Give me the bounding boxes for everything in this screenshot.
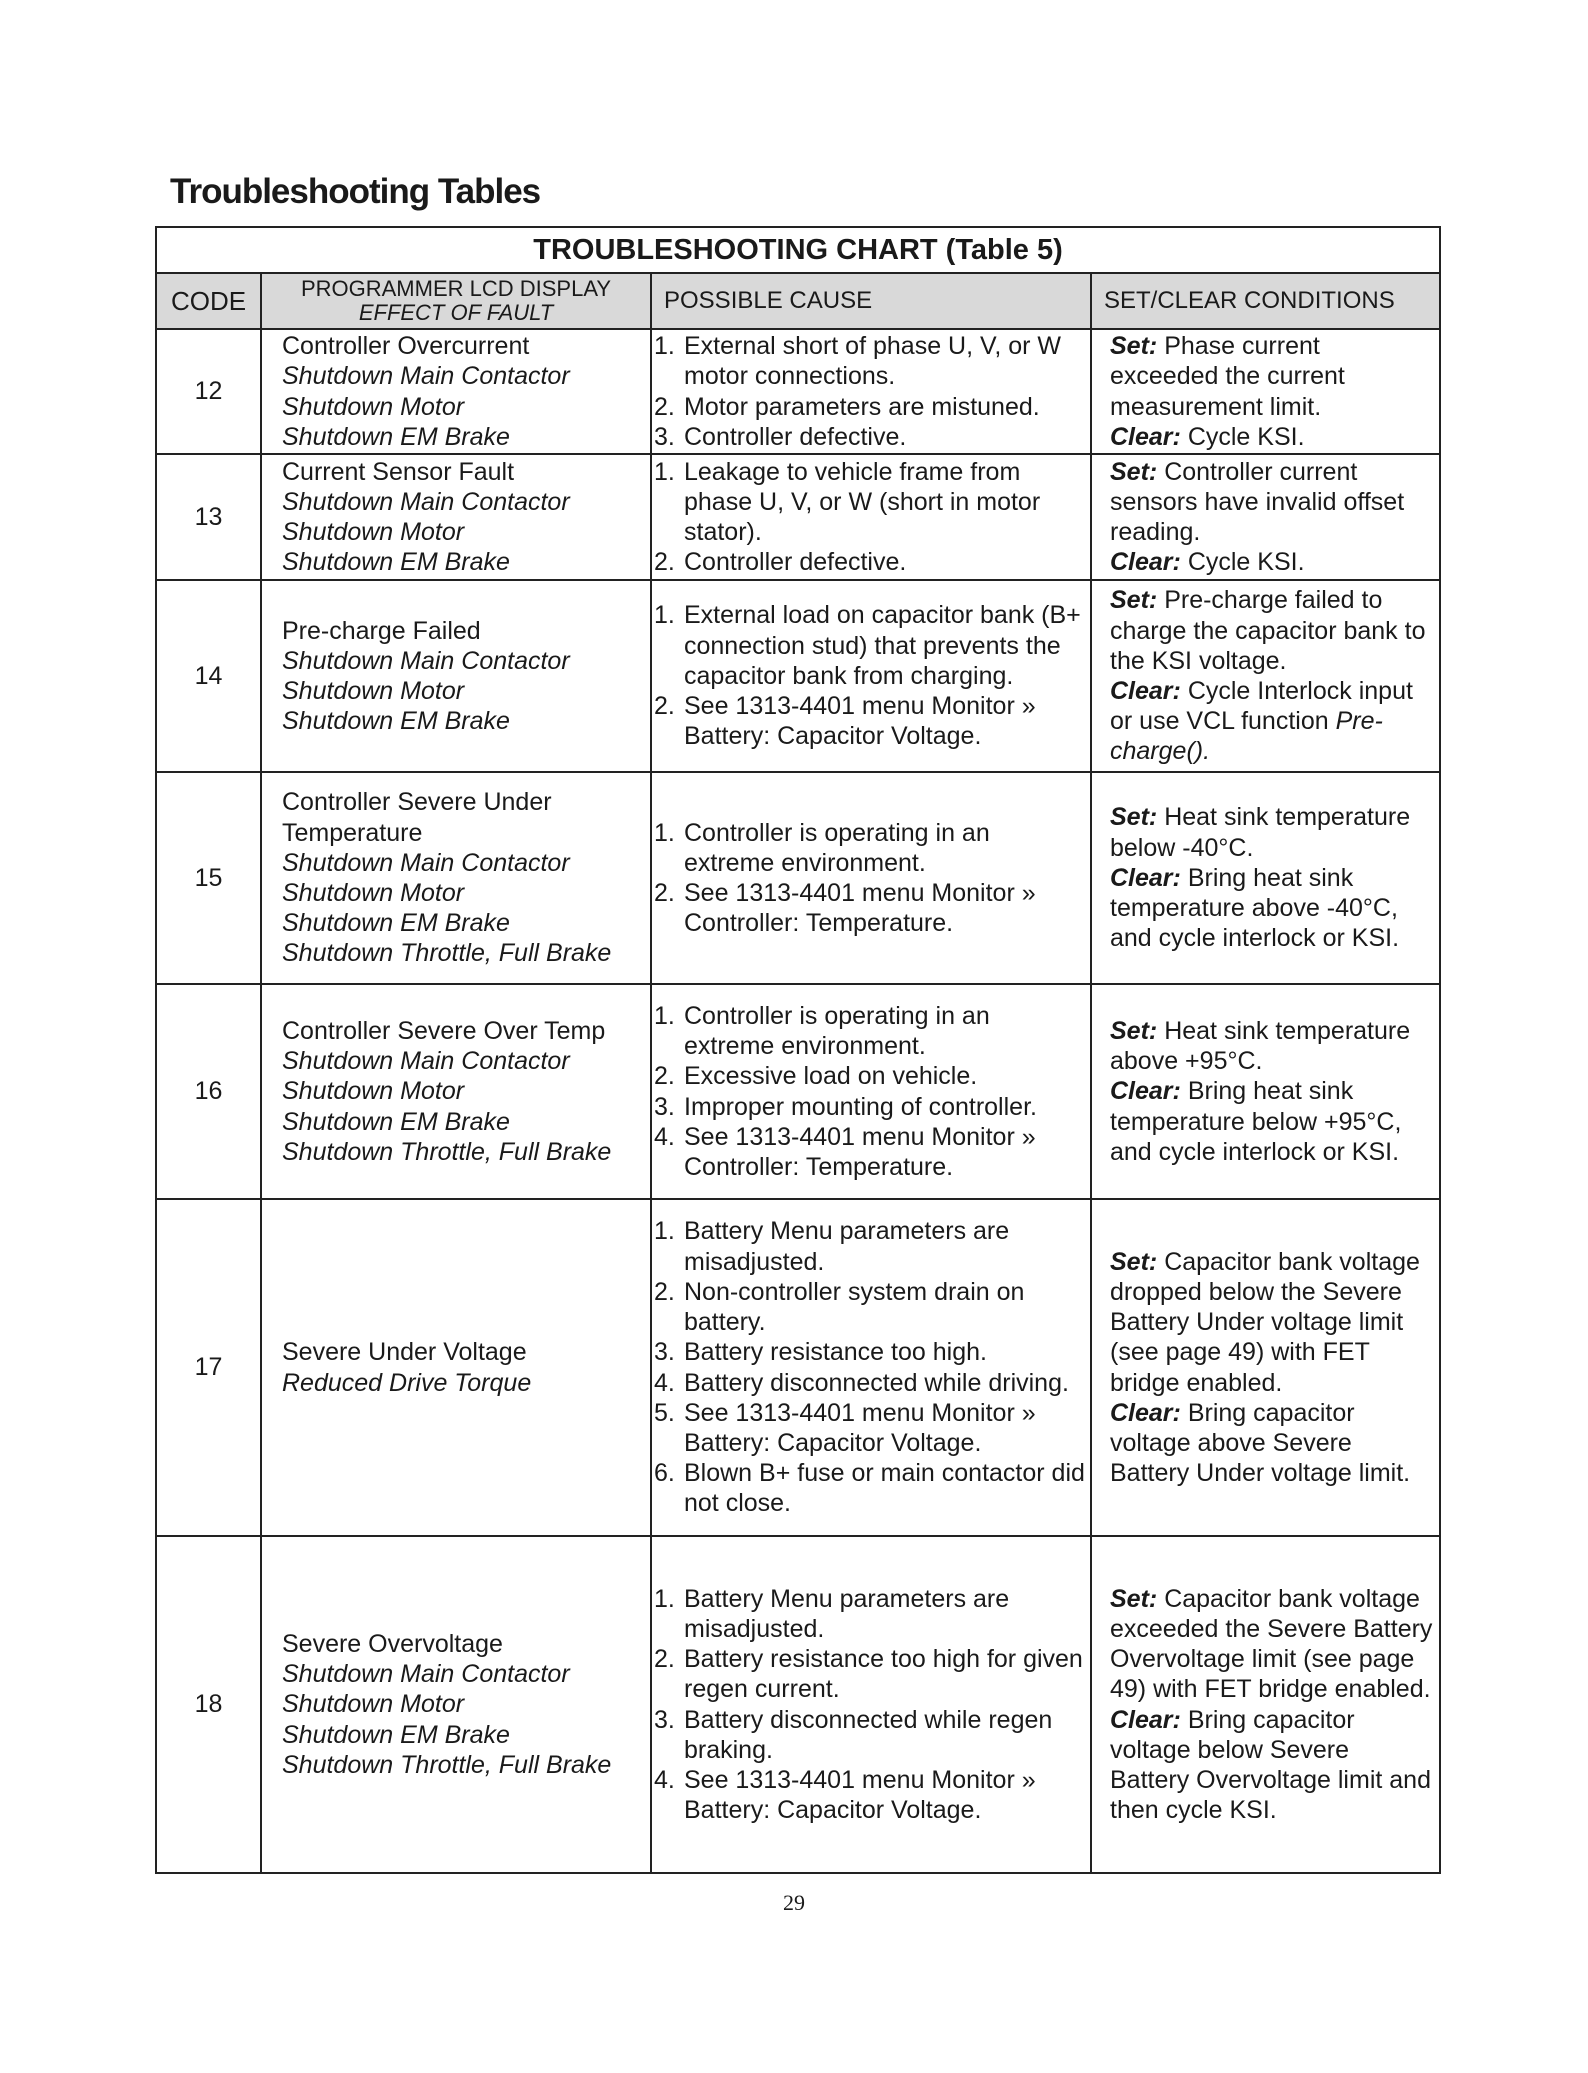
possible-cause-cell — [652, 330, 1092, 453]
cause-number: 2. — [654, 1277, 675, 1306]
possible-cause-cell — [652, 773, 1092, 983]
lcd-display-cell — [262, 330, 652, 453]
clear-text: Cycle KSI. — [1187, 548, 1305, 577]
fault-effect: Shutdown Throttle, Full Brake — [282, 1750, 612, 1779]
cause-text: See 1313-4401 menu Monitor » Battery: Capacitor Voltage. — [684, 692, 1036, 751]
clear-text: Cycle KSI. — [1187, 422, 1305, 451]
set-text: Heat sink temperature above +95°C. — [1110, 1016, 1411, 1076]
cause-text: See 1313-4401 menu Monitor » Battery: Capacitor Voltage. — [684, 1398, 1036, 1457]
table-caption: TROUBLESHOOTING CHART (Table 5) — [157, 228, 1439, 274]
possible-cause-cell — [652, 455, 1092, 579]
header-cause: POSSIBLE CAUSE — [652, 274, 1092, 328]
cause-number: 5. — [654, 1398, 675, 1427]
cause-item — [654, 422, 1086, 452]
cause-text: Excessive load on vehicle. — [684, 1062, 978, 1091]
cause-text: See 1313-4401 menu Monitor » Battery: Capacitor Voltage. — [684, 1765, 1036, 1825]
table-row — [157, 1537, 1439, 1872]
fault-effect: Shutdown Motor — [282, 879, 465, 907]
clear-condition — [1110, 1398, 1435, 1489]
header-display — [262, 274, 652, 328]
cause-text: Battery resistance too high for given regen current. — [684, 1645, 1083, 1704]
clear-text: Bring heat sink temperature above -40°C, and cycle interlock or KSI. — [1110, 863, 1400, 953]
fault-effect: Shutdown EM Brake — [282, 548, 510, 577]
cause-number: 6. — [654, 1459, 675, 1488]
cause-text: See 1313-4401 menu Monitor » Controller: Temperature. — [684, 1122, 1036, 1181]
set-clear-cell — [1092, 330, 1439, 453]
cause-number: 1. — [654, 1001, 675, 1030]
lcd-display-label: Controller Severe Over Temp — [282, 1016, 606, 1045]
clear-condition — [1110, 863, 1435, 954]
table-row — [157, 985, 1439, 1200]
cause-item — [654, 457, 1086, 548]
lcd-display-label: Severe Overvoltage — [282, 1629, 503, 1658]
cause-number: 3. — [654, 422, 675, 451]
possible-cause-cell — [652, 1537, 1092, 1872]
cause-number: 2. — [654, 879, 675, 907]
fault-effect: Reduced Drive Torque — [282, 1368, 532, 1397]
fault-code: 13 — [157, 455, 262, 579]
fault-code: 14 — [157, 581, 262, 771]
cause-text: Controller is operating in an extreme environment. — [684, 1001, 990, 1061]
lcd-display-label: Current Sensor Fault — [282, 457, 515, 486]
set-clear-cell — [1092, 1537, 1439, 1872]
cause-number: 2. — [654, 392, 675, 421]
cause-item — [654, 1061, 1086, 1091]
set-condition — [1110, 331, 1435, 422]
fault-effect: Shutdown EM Brake — [282, 1107, 510, 1136]
set-label: Set: — [1110, 586, 1158, 615]
clear-text: Bring capacitor voltage below Severe Battery Overvoltage limit and then cycle KSI. — [1110, 1705, 1431, 1825]
cause-number: 1. — [654, 1217, 675, 1246]
lcd-display-text — [282, 616, 650, 646]
section-title: Troubleshooting Tables — [170, 172, 541, 211]
set-label: Set: — [1110, 1016, 1158, 1045]
fault-code: 18 — [157, 1537, 262, 1872]
possible-cause-cell — [652, 985, 1092, 1198]
troubleshooting-table — [155, 226, 1441, 1874]
fault-effect: Shutdown EM Brake — [282, 1720, 510, 1749]
cause-item — [654, 1216, 1086, 1276]
fault-effect: Shutdown EM Brake — [282, 909, 510, 938]
set-label: Set: — [1110, 803, 1158, 832]
fault-code: 15 — [157, 773, 262, 983]
cause-text: See 1313-4401 menu Monitor » Controller: Temperature. — [684, 879, 1036, 938]
cause-number: 4. — [654, 1122, 675, 1151]
clear-label: Clear: — [1110, 863, 1181, 892]
clear-label: Clear: — [1110, 677, 1181, 705]
fault-code: 16 — [157, 985, 262, 1198]
cause-text: Battery Menu parameters are misadjusted. — [684, 1217, 1010, 1276]
page-number: 29 — [783, 1890, 805, 1915]
lcd-display-label: Severe Under Voltage — [282, 1338, 527, 1367]
cause-item — [654, 691, 1086, 751]
lcd-display-cell — [262, 773, 652, 983]
lcd-display-cell — [262, 581, 652, 771]
cause-text: Battery resistance too high. — [684, 1338, 987, 1367]
cause-item — [654, 1644, 1086, 1704]
lcd-display-text — [282, 1016, 650, 1076]
table-row — [157, 330, 1439, 455]
cause-number: 4. — [654, 1765, 675, 1794]
table-row — [157, 1200, 1439, 1537]
fault-effect: Shutdown Motor — [282, 392, 465, 421]
header-conditions: SET/CLEAR CONDITIONS — [1104, 287, 1395, 314]
fault-effect: Shutdown Main Contactor — [282, 487, 570, 516]
clear-condition — [1110, 676, 1435, 767]
cause-item — [654, 547, 1086, 577]
cause-item — [654, 1458, 1086, 1518]
table-row — [157, 455, 1439, 581]
clear-condition — [1110, 1705, 1435, 1826]
clear-text: Cycle Interlock input or use VCL function — [1110, 677, 1413, 736]
lcd-display-text — [282, 1629, 650, 1659]
cause-item — [654, 1705, 1086, 1765]
fault-effect: Shutdown Main Contactor — [282, 848, 570, 877]
fault-effect: Shutdown Motor — [282, 1077, 465, 1106]
cause-number: 1. — [654, 818, 675, 847]
cause-item — [654, 600, 1086, 691]
fault-effect: Shutdown EM Brake — [282, 422, 510, 451]
cause-item — [654, 878, 1086, 938]
cause-number: 3. — [654, 1705, 675, 1734]
clear-condition — [1110, 1076, 1435, 1167]
set-label: Set: — [1110, 1247, 1158, 1276]
clear-function: Pre-charge(). — [1110, 707, 1383, 766]
fault-effect: Shutdown Throttle, Full Brake — [282, 939, 612, 968]
clear-text: Bring heat sink temperature below +95°C, and cycle interlock or KSI. — [1110, 1077, 1402, 1166]
set-text: Capacitor bank voltage exceeded the Severe Battery Overvoltage limit (see page 49) with FET bridge enabled. — [1110, 1584, 1433, 1704]
lcd-display-text — [282, 787, 650, 847]
clear-label: Clear: — [1110, 1705, 1181, 1734]
set-clear-cell — [1092, 1200, 1439, 1535]
cause-item — [654, 1584, 1086, 1644]
clear-label: Clear: — [1110, 1398, 1181, 1427]
cause-text: Controller defective. — [684, 422, 907, 451]
fault-effect: Shutdown Main Contactor — [282, 646, 570, 675]
possible-cause-cell — [652, 581, 1092, 771]
cause-item — [654, 1398, 1086, 1458]
table-row — [157, 773, 1439, 985]
header-code: CODE — [157, 274, 262, 328]
cause-number: 1. — [654, 457, 675, 486]
cause-number: 1. — [654, 1584, 675, 1613]
cause-number: 2. — [654, 1062, 675, 1091]
cause-text: External load on capacitor bank (B+ connection stud) that prevents the capacitor bank from charging. — [684, 601, 1081, 690]
lcd-display-cell — [262, 1200, 652, 1535]
cause-text: Motor parameters are mistuned. — [684, 392, 1040, 421]
fault-effect: Shutdown Motor — [282, 518, 465, 546]
set-clear-cell — [1092, 773, 1439, 983]
set-label: Set: — [1110, 332, 1158, 361]
set-text: Capacitor bank voltage dropped below the Severe Battery Under voltage limit (see page 49) with FET bridge enabled. — [1110, 1247, 1420, 1397]
clear-condition — [1110, 547, 1435, 577]
cause-item — [654, 331, 1086, 391]
cause-item — [654, 1368, 1086, 1398]
cause-number: 2. — [654, 1645, 675, 1674]
header-effect-label: EFFECT OF FAULT — [358, 300, 554, 325]
cause-text: Battery Menu parameters are misadjusted. — [684, 1584, 1010, 1643]
set-text: Phase current exceeded the current measurement limit. — [1110, 332, 1345, 421]
fault-effect: Shutdown EM Brake — [282, 707, 510, 736]
set-condition — [1110, 457, 1435, 548]
set-condition — [1110, 1016, 1435, 1076]
set-condition — [1110, 1584, 1435, 1705]
cause-text: Improper mounting of controller. — [684, 1092, 1037, 1121]
cause-number: 3. — [654, 1092, 675, 1121]
set-label: Set: — [1110, 457, 1158, 486]
clear-label: Clear: — [1110, 422, 1181, 451]
cause-item — [654, 818, 1086, 878]
cause-text: External short of phase U, V, or W motor connections. — [684, 332, 1062, 391]
cause-item — [654, 1277, 1086, 1337]
lcd-display-label: Pre-charge Failed — [282, 616, 481, 645]
cause-number: 4. — [654, 1368, 675, 1397]
fault-effect: Shutdown Main Contactor — [282, 1047, 570, 1076]
set-condition — [1110, 1247, 1435, 1398]
table-body — [157, 330, 1439, 1872]
cause-item — [654, 1765, 1086, 1825]
clear-label: Clear: — [1110, 1077, 1181, 1106]
lcd-display-cell — [262, 455, 652, 579]
lcd-display-text — [282, 1337, 650, 1367]
cause-text: Blown B+ fuse or main contactor did not close. — [684, 1459, 1085, 1518]
set-clear-cell — [1092, 581, 1439, 771]
fault-code: 17 — [157, 1200, 262, 1535]
fault-effect: Shutdown Main Contactor — [282, 362, 570, 391]
lcd-display-cell — [262, 1537, 652, 1872]
set-label: Set: — [1110, 1584, 1158, 1613]
cause-item — [654, 1092, 1086, 1122]
cause-item — [654, 1001, 1086, 1061]
lcd-display-label: Controller Overcurrent — [282, 332, 530, 361]
header-display-label: PROGRAMMER LCD DISPLAY — [300, 276, 612, 301]
set-condition — [1110, 585, 1435, 676]
cause-item — [654, 392, 1086, 422]
lcd-display-text — [282, 457, 650, 487]
cause-number: 1. — [654, 601, 675, 630]
set-condition — [1110, 802, 1435, 862]
cause-item — [654, 1122, 1086, 1182]
fault-effect: Shutdown Throttle, Full Brake — [282, 1137, 612, 1166]
cause-number: 1. — [654, 332, 675, 361]
set-text: Heat sink temperature below -40°C. — [1110, 803, 1411, 862]
cause-number: 3. — [654, 1338, 675, 1367]
cause-text: Battery disconnected while driving. — [684, 1368, 1069, 1397]
table-header-row — [157, 274, 1439, 330]
cause-text: Non-controller system drain on battery. — [684, 1277, 1025, 1337]
set-clear-cell — [1092, 455, 1439, 579]
lcd-display-cell — [262, 985, 652, 1198]
cause-text: Leakage to vehicle frame from phase U, V, or W (short in motor stator). — [684, 457, 1041, 546]
fault-effect: Shutdown Motor — [282, 1690, 465, 1719]
fault-effect: Shutdown Main Contactor — [282, 1660, 570, 1689]
set-text: Pre-charge failed to charge the capacitor bank to the KSI voltage. — [1110, 586, 1426, 675]
cause-text: Battery disconnected while regen braking. — [684, 1705, 1053, 1764]
set-clear-cell — [1092, 985, 1439, 1198]
lcd-display-label: Controller Severe Under Temperature — [282, 788, 552, 847]
cause-text: Controller defective. — [684, 548, 907, 577]
fault-code: 12 — [157, 330, 262, 453]
fault-effect: Shutdown Motor — [282, 677, 465, 705]
cause-text: Controller is operating in an extreme environment. — [684, 818, 990, 877]
cause-number: 2. — [654, 548, 675, 577]
clear-condition — [1110, 422, 1435, 452]
table-row — [157, 581, 1439, 773]
clear-text: Bring capacitor voltage above Severe Battery Under voltage limit. — [1110, 1398, 1411, 1488]
set-text: Controller current sensors have invalid offset reading. — [1110, 457, 1405, 546]
cause-item — [654, 1337, 1086, 1367]
cause-number: 2. — [654, 692, 675, 721]
possible-cause-cell — [652, 1200, 1092, 1535]
clear-label: Clear: — [1110, 548, 1181, 577]
lcd-display-text — [282, 331, 650, 361]
